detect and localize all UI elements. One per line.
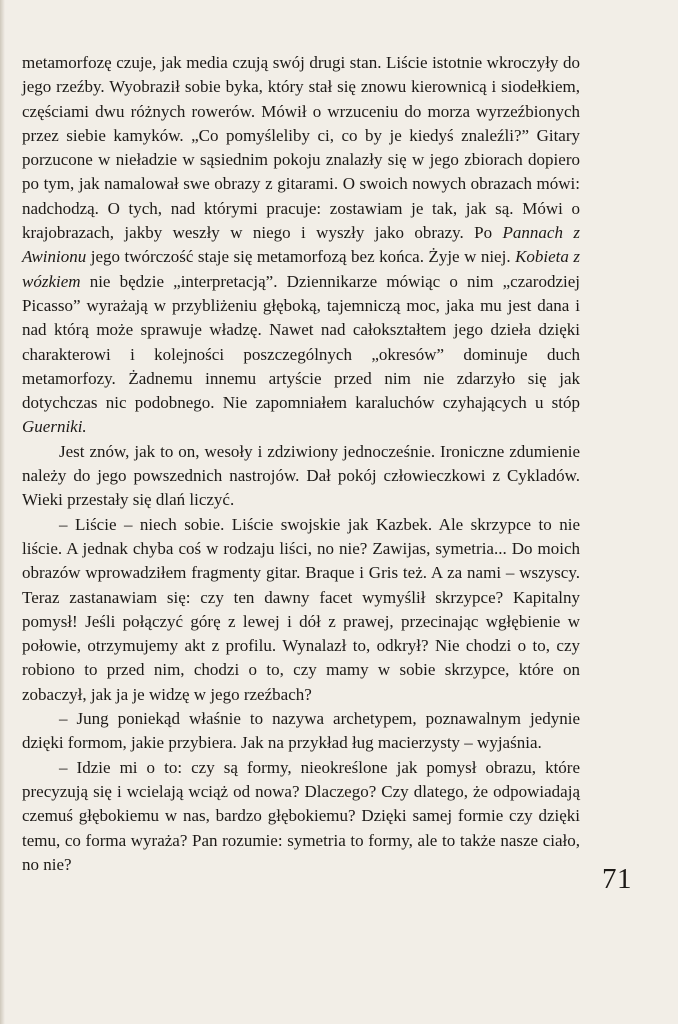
italic-title-guerniki: Guerniki. — [22, 417, 87, 437]
body-text — [22, 51, 580, 877]
paragraph-5-dialogue — [22, 756, 580, 877]
text-run: nie będzie „interpretacją”. Dziennikarze mówiąc o nim „czarodziej Picasso” wyrażają w przybliżeniu głęboką, tajemniczą moc, jaka mu jest dana i nad którą może sprawuje władzę. Nawet nad całokształtem jego dzieła dzięki charakterowi i kolejności poszczególnych „okresów” dominuje duch metamorfozy. Żadnemu innemu artyście przed nim nie zdarzyło się jak dotychczas nic podobnego. Nie zapomniałem karaluchów czyhających u stóp — [22, 271, 580, 413]
text-run: – Idzie mi o to: czy są formy, nieokreślone jak pomysł obrazu, które precyzują się i wcielają wciąż od nowa? Dlaczego? Czy dlatego, że odpowiadają czemuś głębokiemu w nas, bardzo głębokiemu? Dzięki samej formie czy dzięki temu, co forma wyraża? Pan rozumie: symetria to formy, ale to także nasze ciało, no nie? — [22, 757, 580, 874]
paragraph-3-dialogue — [22, 513, 580, 707]
text-run: jego twórczość staje się metamorfozą bez końca. Żyje w niej. — [86, 247, 516, 267]
text-run: Jest znów, jak to on, wesoły i zdziwiony jednocześnie. Ironiczne zdumienie należy do jego powszednich nastrojów. Dał pokój człowieczkowi z Cykladów. Wieki przestały się dlań liczyć. — [22, 441, 580, 510]
text-run: metamorfozę czuje, jak media czują swój drugi stan. Liście istotnie wkroczyły do jego rzeźby. Wyobraził sobie byka, który stał się znowu kierownicą i siodełkiem, częściami dwu różnych rowerów. Mówił o wrzuceniu do morza wyrzeźbionych przez siebie kamyków. „Co pomyśleliby ci, co by je kiedyś znaleźli?” Gitary porzucone w nieładzie w sąsiednim pokoju znalazły się w jego zbiorach dopiero po tym, jak namalował swe obrazy z gitarami. O swoich nowych obrazach mówi: nadchodzą. O tych, nad którymi pracuje: zostawiam je tak, jak są. Mówi o krajobrazach, jakby weszły w niego i wyszły jako obrazy. Po — [22, 53, 580, 243]
paragraph-1 — [22, 51, 580, 440]
page-edge-shadow — [0, 0, 5, 1024]
page-number: 71 — [602, 863, 632, 895]
paragraph-2 — [22, 440, 580, 513]
italic-title-kobieta-z-wozkiem: Kobieta z wózkiem — [22, 247, 580, 291]
italic-title-pannach-z-awinionu: Pannach z Awinionu — [22, 223, 580, 267]
text-run: – Liście – niech sobie. Liście swojskie jak Kazbek. Ale skrzypce to nie liście. A jednak chyba coś w rodzaju liści, no nie? Zawijas, symetria... Do moich obrazów wprowadziłem fragmenty gitar. Braque i Gris też. A za nami – wszyscy. Teraz zastanawiam się: czy ten dawny facet wymyślił skrzypce? Kapitalny pomysł! Jeśli połączyć górę z lewej i dół z prawej, przecinając wgłębienie w połowie, otrzymujemy akt z profilu. Wynalazł to, odkrył? Nie chodzi o to, czy robiono to przed nim, chodzi o to, czy mamy w sobie skrzypce, które on zobaczył, jak ja je widzę w jego rzeźbach? — [22, 514, 580, 704]
paragraph-4-dialogue — [22, 707, 580, 756]
text-run: – Jung poniekąd właśnie to nazywa archetypem, poznawalnym jedynie dzięki formom, jakie przybiera. Jak na przykład ług macierzysty – wyjaśnia. — [22, 709, 580, 753]
